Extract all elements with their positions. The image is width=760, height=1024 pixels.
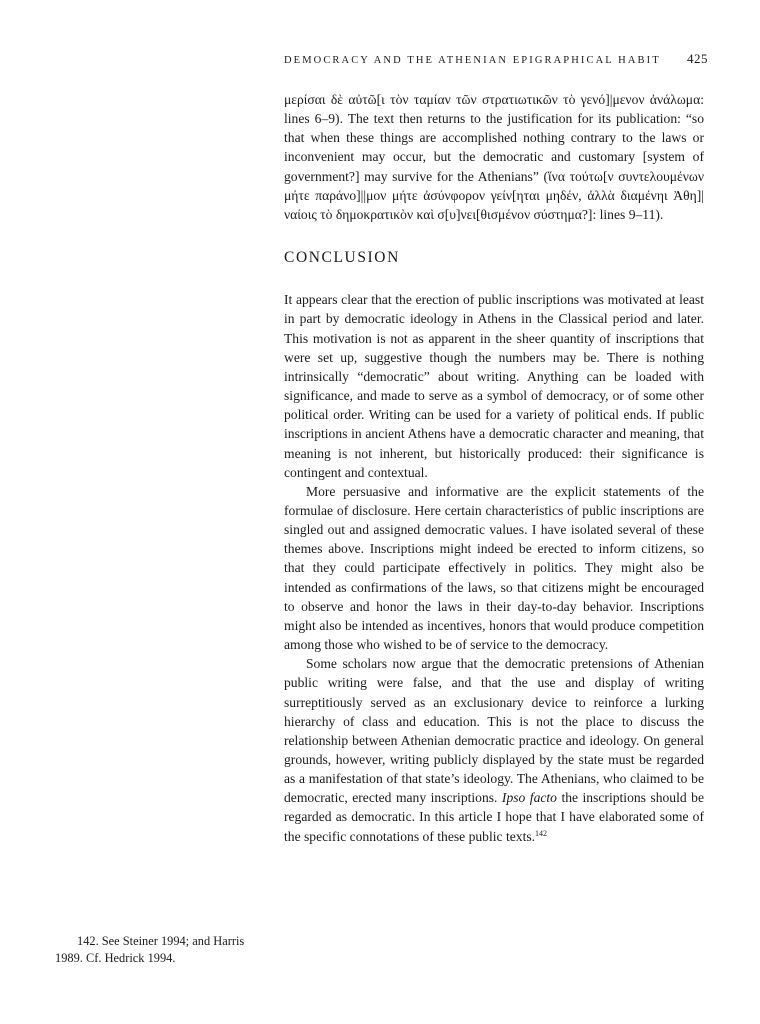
ipso-facto-italic: Ipso facto xyxy=(501,790,557,806)
main-text-column xyxy=(284,90,704,846)
footnote-line-2: 1989. Cf. Hedrick 1994. xyxy=(55,951,176,965)
footnote-reference[interactable]: 142 xyxy=(535,828,548,838)
paragraph-2: More persuasive and informative are the explicit statements of the formulae of disclosure. Here certain characteristics of public inscriptions are singled out and assigned democratic values. I have isolated several of these themes above. Inscriptions might indeed be erected to inform citizens, so that they could participate effectively in politics. They might also be intended as confirmations of the laws, so that citizens might be encouraged to observe and honor the laws in their day-to-day behavior. Inscriptions might also be intended as incentives, honors that would produce competition among those who wished to be of service to the democracy. xyxy=(284,483,704,653)
paragraph-3 xyxy=(284,654,704,846)
paragraph-1: It appears clear that the erection of public inscriptions was motivated at least in part by democratic ideology in Athens in the Classical period and later. This motivation is not as apparent in the sheer quantity of inscriptions that were set up, suggestive though the numbers may be. There is nothing intrinsically “democratic” about writing. Anything can be loaded with significance, and made to serve as a symbol of democracy, or of some other political order. Writing can be used for a variety of political ends. If public inscriptions in ancient Athens have a democratic character and meaning, that meaning is not inherent, but historically produced: their significance is contingent and contextual. xyxy=(284,292,704,480)
running-title: DEMOCRACY AND THE ATHENIAN EPIGRAPHICAL HABIT xyxy=(284,55,661,66)
opening-paragraph: μερίσαι δὲ αὐτῶ[ι τὸν ταμίαν τῶν στρατιωτικῶν τὸ γενό]|μενον ἀνάλωμα: lines 6–9). The text then returns to the justification for its publication: “so that when these things are accomplished nothing contrary to the laws or inconvenient may occur, but the democratic and customary [system of government?] may survive for the Athenians” (ἵνα τούτω[ν συντελουμένων μήτε παράνο]||μον μήτε ἀσύνφορον γείν[ηται μηδέν, ἀλλὰ διαμένηι Ἀθη]|ναίοις τὸ δημοκρατικὸν καὶ σ[υ]νει[θισμένον σύστημα?]: lines 9–11). xyxy=(284,92,704,222)
running-header xyxy=(284,51,708,67)
page-number: 425 xyxy=(687,51,708,66)
footnote-line-1: 142. See Steiner 1994; and Harris xyxy=(77,934,245,948)
section-title: CONCLUSION xyxy=(284,249,400,267)
footnote-142 xyxy=(55,933,255,967)
paragraph-3-text-a: Some scholars now argue that the democratic pretensions of Athenian public writing were false, and that the use and display of writing surreptitiously served as an exclusionary device to reinforce a lurking hierarchy of class and education. This is not the place to discuss the relationship between Athenian democratic practice and ideology. On general grounds, however, writing publicly displayed by the state must be regarded as a manifestation of that state’s ideology. The Athenians, who claimed to be democratic, erected many inscriptions. xyxy=(284,656,704,806)
paragraph-3-text-b: the inscriptions should be regarded as democratic. In this article I hope that I have elaborated some of the specific connotations of these public texts. xyxy=(284,790,704,844)
